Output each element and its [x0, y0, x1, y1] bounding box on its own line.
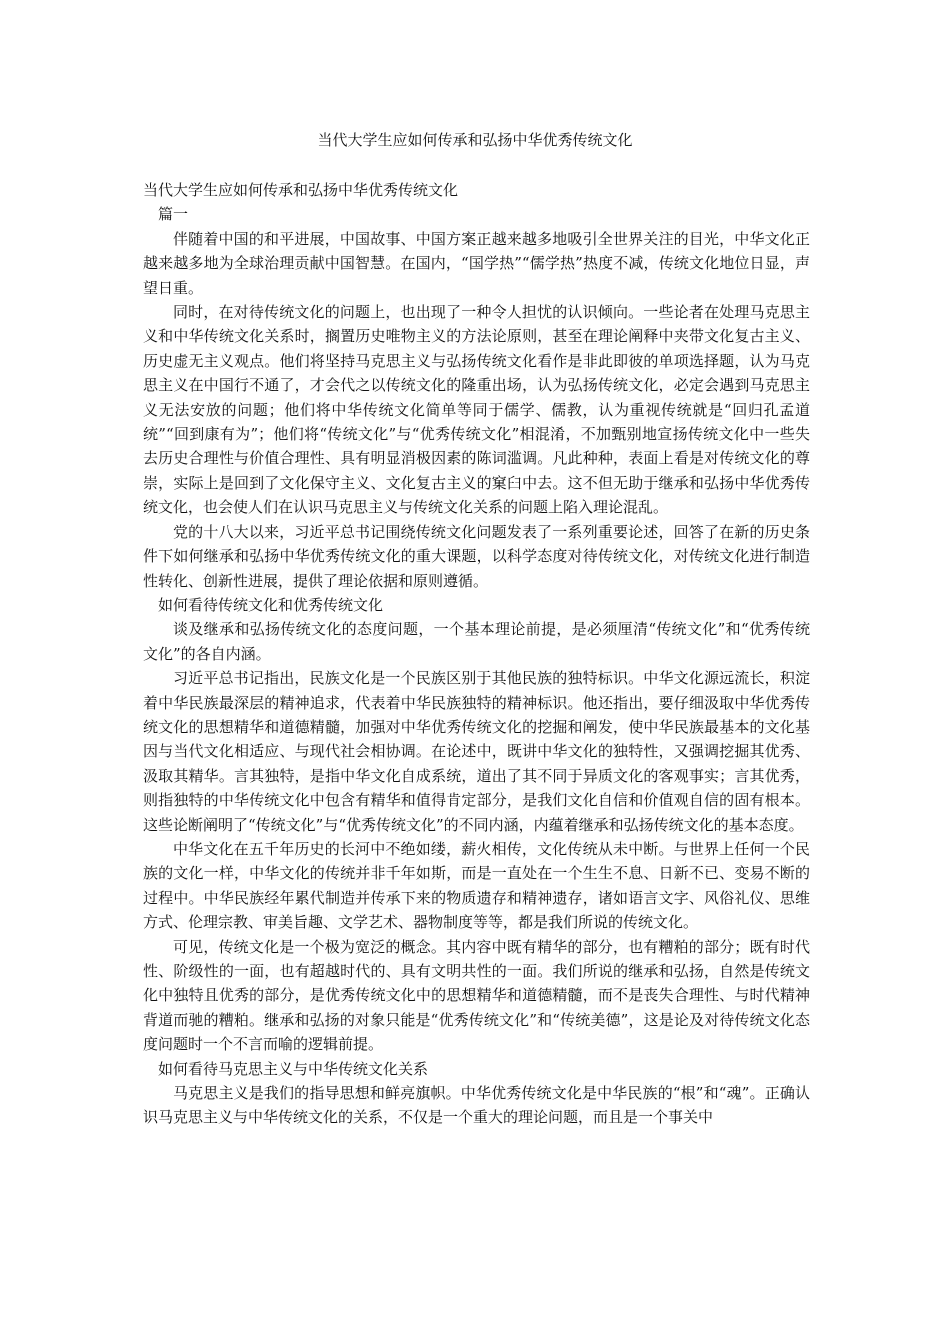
document-body: [143, 178, 810, 1130]
paragraph: 党的十八大以来，习近平总书记围绕传统文化问题发表了一系列重要论述，回答了在新的历史条件下如何继承和弘扬中华优秀传统文化的重大课题，以科学态度对待传统文化，对传统文化进行制造性转化、创新性进展，提供了理论依据和原则遵循。: [143, 522, 810, 590]
part-label: 篇一: [158, 205, 189, 224]
paragraph: 马克思主义是我们的指导思想和鲜亮旗帜。中华优秀传统文化是中华民族的“根”和“魂”。正确认识马克思主义与中华传统文化的关系，不仅是一个重大的理论问题，而且是一个事关中: [143, 1084, 810, 1127]
document-title: 当代大学生应如何传承和弘扬中华优秀传统文化: [317, 131, 633, 149]
paragraph: 谈及继承和弘扬传统文化的态度问题，一个基本理论前提，是必须厘清“传统文化”和“优秀传统文化”的各自内涵。: [143, 620, 810, 663]
paragraph: 同时，在对待传统文化的问题上，也出现了一种令人担忧的认识倾向。一些论者在处理马克思主义和中华传统文化关系时，搁置历史唯物主义的方法论原则，甚至在理论阐释中夹带文化复古主义、历史虚无主义观点。他们将坚持马克思主义与弘扬传统文化看作是非此即彼的单项选择题，认为马克思主义在中国行不通了，才会代之以传统文化的隆重出场，认为弘扬传统文化，必定会遇到马克思主义无法安放的问题；他们将中华传统文化简单等同于儒学、儒教，认为重视传统就是“回归孔孟道统”“回到康有为”；他们将“传统文化”与“优秀传统文化”相混淆，不加甄别地宣扬传统文化中一些失去历史合理性与价值合理性、具有明显消极因素的陈词滥调。凡此种种，表面上看是对传统文化的尊崇，实际上是回到了文化保守主义、文化复古主义的窠臼中去。这不但无助于继承和弘扬中华优秀传统文化，也会使人们在认识马克思主义与传统文化关系的问题上陷入理论混乱。: [143, 303, 810, 517]
section-heading: 如何看待马克思主义与中华传统文化关系: [158, 1059, 429, 1078]
document-subtitle: 当代大学生应如何传承和弘扬中华优秀传统文化: [143, 181, 459, 199]
paragraph: 伴随着中国的和平进展，中国故事、中国方案正越来越多地吸引全世界关注的目光，中华文化正越来越多地为全球治理贡献中国智慧。在国内，“国学热”“儒学热”热度不减，传统文化地位日显，声望日重。: [143, 229, 810, 297]
paragraph: 中华文化在五千年历史的长河中不绝如缕，薪火相传，文化传统从未中断。与世界上任何一个民族的文化一样，中华文化的传统并非千年如斯，而是一直处在一个生生不息、日新不已、变易不断的过程中。中华民族经年累代制造并传承下来的物质遗存和精神遗存，诸如语言文字、风俗礼仪、思维方式、伦理宗教、审美旨趣、文学艺术、器物制度等等，都是我们所说的传统文化。: [143, 839, 810, 932]
section-heading: 如何看待传统文化和优秀传统文化: [158, 595, 384, 614]
paragraph: 习近平总书记指出，民族文化是一个民族区别于其他民族的独特标识。中华文化源远流长，积淀着中华民族最深层的精神追求，代表着中华民族独特的精神标识。他还指出，要仔细汲取中华优秀传统文化的思想精华和道德精髓，加强对中华优秀传统文化的挖掘和阐发，使中华民族最基本的文化基因与当代文化相适应、与现代社会相协调。在论述中，既讲中华文化的独特性，又强调挖掘其优秀、汲取其精华。言其独特，是指中华文化自成系统，道出了其不同于异质文化的客观事实；言其优秀，则指独特的中华传统文化中包含有精华和值得肯定部分，是我们文化自信和价值观自信的固有根本。这些论断阐明了“传统文化”与“优秀传统文化”的不同内涵，内蕴着继承和弘扬传统文化的基本态度。: [143, 669, 810, 834]
paragraph: 可见，传统文化是一个极为宽泛的概念。其内容中既有精华的部分，也有糟粕的部分；既有时代性、阶级性的一面，也有超越时代的、具有文明共性的一面。我们所说的继承和弘扬，自然是传统文化中独特且优秀的部分，是优秀传统文化中的思想精华和道德精髓，而不是丧失合理性、与时代精神背道而驰的糟粕。继承和弘扬的对象只能是“优秀传统文化”和“传统美德”，这是论及对待传统文化态度问题时一个不言而喻的逻辑前提。: [143, 937, 810, 1054]
